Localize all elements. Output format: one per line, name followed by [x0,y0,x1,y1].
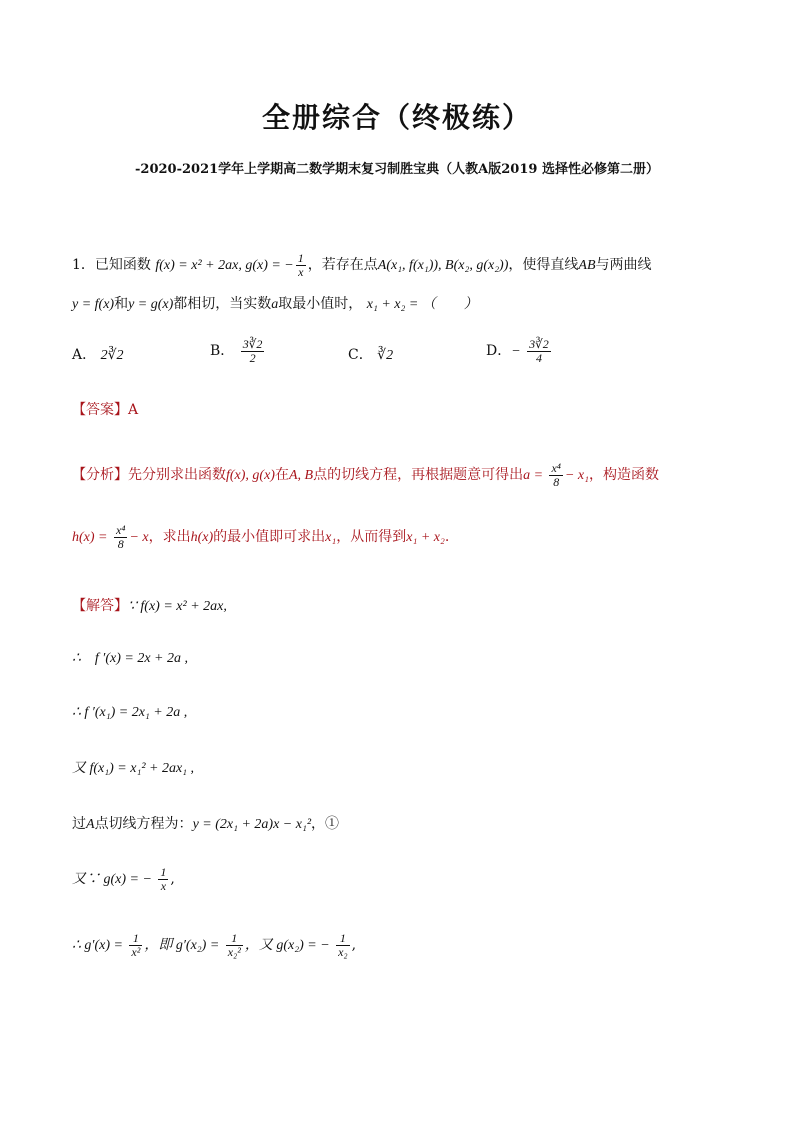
option-d: D．− $\frac{3∛2}{4}$ [486,337,549,365]
solution-line-4: 又 f(x₁) = x₁² + 2ax₁ , [72,761,195,776]
question-stem-c: ，使得直线 [508,257,579,274]
fraction-1-over-x: $\frac{1}{x}$ [297,251,304,279]
analysis-line-2: h(x) = $\frac{\text{x⁴}}{8}$ − x，求出h(x)的最小值即可求出x₁，从而得到x₁ + x₂. [72,523,450,551]
page-title: 全册综合（终极练） [261,101,532,134]
question-stem-b: ，若存在点 [307,257,378,274]
function-definitions: f(x) = x² + 2ax, g(x) = − [155,258,294,274]
answer-line [72,402,138,419]
analysis-tag: 【分析】 [72,467,128,484]
solution-line-1: 【解答】∵ f(x) = x² + 2ax, [72,598,227,614]
answer-blank: x₁ + x₂ = （ ） [366,297,478,312]
question-stem-d: 与两曲线 [595,257,652,274]
solution-line-2: ∴ f ′(x) = 2x + 2a , [72,651,189,666]
solution-tag: 【解答】 [72,598,128,614]
points-ab: A(x₁, f(x₁)), B(x₂, g(x₂)) [377,258,509,274]
question-stem-a: 已知函数 [94,257,151,274]
analysis-line-1: 【分析】先分别求出函数f(x), g(x)在A, B点的切线方程，再根据题意可得出a = $\frac{\text{x⁴}}{8}$ − x₁，构造函数 [72,461,660,489]
option-c: C． ∛2 [348,347,394,363]
question-line-2: y = f(x)和y = g(x)都相切，当实数a取最小值时， x₁ + x₂ = （ ） [72,296,478,312]
option-b: B． $\frac{3∛2}{2}$ [210,337,263,365]
answer-value: A [128,402,139,418]
question-number: 1． [72,257,95,274]
option-a: A． 2∛2 [72,347,124,363]
solution-line-5: 过A点切线方程为：y = (2x₁ + 2a)x − x₁²，① [72,816,340,832]
line-ab: AB [578,258,596,274]
solution-line-7: ∴ g′(x) = $\frac{1}{\text{x²}}$ ，即 g′(x₂) = $\frac{1}{\text{x₂²}}$ ，又 g(x₂) = − $\frac{1}{\text{x₂}}$ , [72,931,357,959]
solution-line-6: 又∵ g(x) = − $\frac{1}{x}$ , [72,865,175,893]
question-line-1 [72,252,652,278]
fraction-x4-over-8-h: $\frac{\text{x⁴}}{8}$ [115,523,126,551]
answer-tag: 【答案】 [72,402,128,418]
solution-line-3: ∴ f ′(x₁) = 2x₁ + 2a , [72,705,188,720]
page-subtitle: -2020-2021学年上学期高二数学期末复习制胜宝典（人教A版2019 选择性必修第二册） [135,162,659,177]
fraction-x4-over-8: $\frac{\text{x⁴}}{8}$ [551,461,561,489]
